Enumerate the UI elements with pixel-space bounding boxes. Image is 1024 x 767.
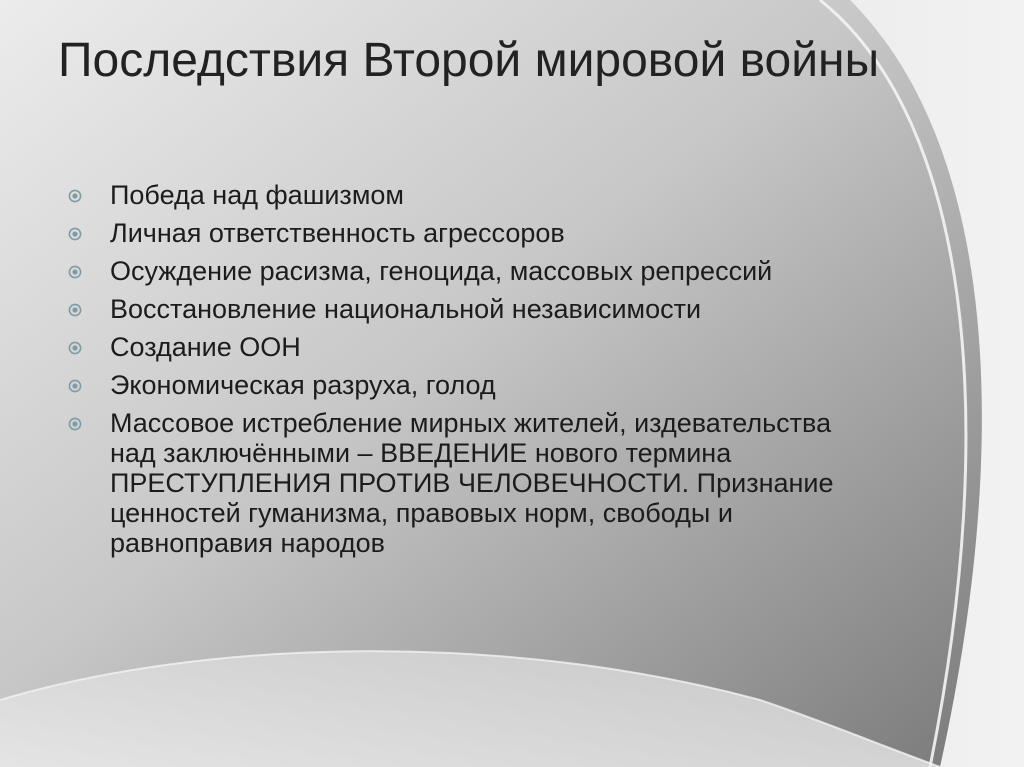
bullet-text: Личная ответственность агрессоров — [110, 218, 565, 248]
bullet-text: Экономическая разруха, голод — [110, 370, 496, 400]
circle-bullet-icon — [68, 379, 82, 393]
circle-bullet-icon — [68, 417, 82, 431]
bullet-text: Массовое истребление мирных жителей, издевательства над заключёнными – ВВЕДЕНИЕ нового термина ПРЕСТУПЛЕНИЯ ПРОТИВ ЧЕЛОВЕЧНОСТИ. Признание ценностей гуманизма, правовых норм, свободы и равноправия народов — [110, 408, 834, 558]
circle-bullet-icon — [68, 189, 82, 203]
list-item — [68, 256, 848, 286]
bullet-text: Победа над фашизмом — [110, 180, 404, 210]
circle-bullet-icon — [68, 303, 82, 317]
list-item — [68, 218, 848, 248]
circle-bullet-icon — [68, 227, 82, 241]
list-item — [68, 180, 848, 210]
bullet-list — [68, 180, 848, 566]
circle-bullet-icon — [68, 341, 82, 355]
slide-title: Последствия Второй мировой войны — [58, 34, 880, 87]
list-item — [68, 332, 848, 362]
list-item — [68, 370, 848, 400]
bullet-text: Восстановление национальной независимости — [110, 294, 702, 324]
circle-bullet-icon — [68, 265, 82, 279]
bullet-text: Осуждение расизма, геноцида, массовых репрессий — [110, 256, 773, 286]
list-item — [68, 408, 848, 558]
list-item — [68, 294, 848, 324]
bullet-text: Создание ООН — [110, 332, 301, 362]
